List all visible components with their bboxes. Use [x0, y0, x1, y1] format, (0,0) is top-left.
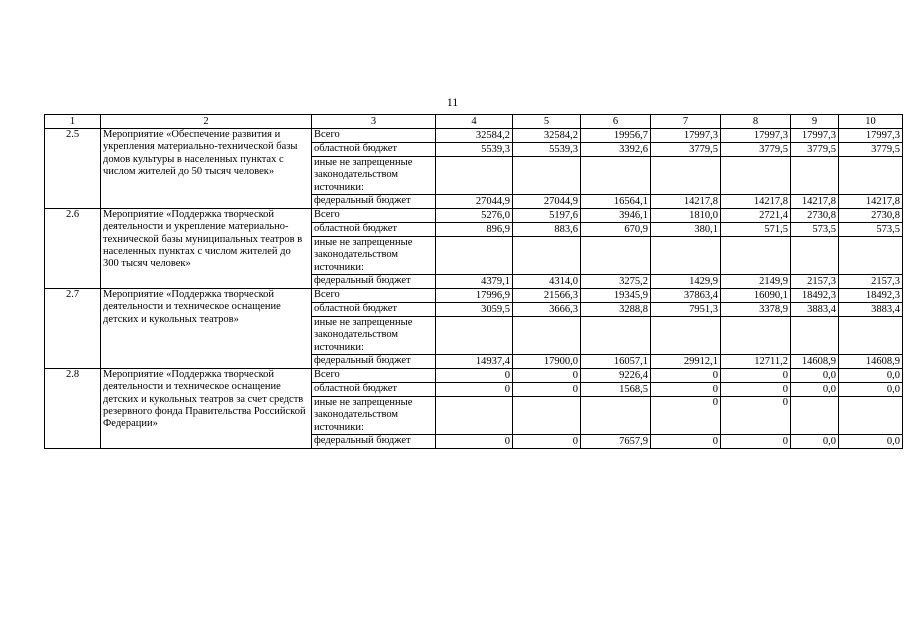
amount-cell: 5539,3	[436, 143, 513, 157]
amount-cell: 17900,0	[513, 355, 581, 369]
funding-source: областной бюджет	[312, 383, 436, 397]
amount-cell: 1429,9	[651, 275, 721, 289]
amount-cell: 3378,9	[721, 303, 791, 317]
amount-cell	[791, 157, 839, 195]
amount-cell	[651, 237, 721, 275]
amount-cell	[721, 157, 791, 195]
section-index: 2.8	[45, 369, 101, 449]
funding-source: федеральный бюджет	[312, 275, 436, 289]
amount-cell	[651, 157, 721, 195]
amount-cell: 3779,5	[791, 143, 839, 157]
column-header: 10	[839, 115, 903, 129]
amount-cell: 14608,9	[791, 355, 839, 369]
amount-cell: 1810,0	[651, 209, 721, 223]
amount-cell: 27044,9	[436, 195, 513, 209]
amount-cell: 16564,1	[581, 195, 651, 209]
page-number: 11	[446, 95, 459, 109]
amount-cell: 14937,4	[436, 355, 513, 369]
amount-cell: 14217,8	[721, 195, 791, 209]
amount-cell	[721, 317, 791, 355]
amount-cell: 0	[436, 383, 513, 397]
measure-name: Мероприятие «Поддержка творческой деятельности и укрепление материально-технической базы муниципальных театров в населенных пунктах с числом жителей до 300 тысяч человек»	[101, 209, 312, 289]
amount-cell: 0,0	[839, 369, 903, 383]
section-index: 2.6	[45, 209, 101, 289]
amount-cell	[513, 157, 581, 195]
amount-cell	[436, 317, 513, 355]
amount-cell: 3883,4	[839, 303, 903, 317]
amount-cell: 0,0	[791, 435, 839, 449]
amount-cell: 5276,0	[436, 209, 513, 223]
amount-cell: 4314,0	[513, 275, 581, 289]
amount-cell	[581, 237, 651, 275]
amount-cell: 0	[651, 397, 721, 435]
funding-source: иные не запрещенные законодательством источники:	[312, 237, 436, 275]
measure-name: Мероприятие «Поддержка творческой деятельности и техническое оснащение детских и кукольных театров за счет средств резервного фонда Правительства Российской Федерации»	[101, 369, 312, 449]
amount-cell	[513, 237, 581, 275]
amount-cell: 896,9	[436, 223, 513, 237]
header-row	[45, 115, 903, 129]
amount-cell: 0,0	[839, 383, 903, 397]
amount-cell: 27044,9	[513, 195, 581, 209]
amount-cell: 29912,1	[651, 355, 721, 369]
amount-cell: 573,5	[791, 223, 839, 237]
amount-cell: 4379,1	[436, 275, 513, 289]
amount-cell	[436, 397, 513, 435]
column-header: 4	[436, 115, 513, 129]
amount-cell: 18492,3	[839, 289, 903, 303]
amount-cell: 3779,5	[721, 143, 791, 157]
amount-cell: 0	[436, 435, 513, 449]
funding-source: Всего	[312, 369, 436, 383]
amount-cell: 3779,5	[839, 143, 903, 157]
amount-cell: 670,9	[581, 223, 651, 237]
amount-cell: 573,5	[839, 223, 903, 237]
amount-cell: 2157,3	[791, 275, 839, 289]
funding-source: областной бюджет	[312, 143, 436, 157]
amount-cell: 5197,6	[513, 209, 581, 223]
amount-cell: 0	[721, 369, 791, 383]
amount-cell: 5539,3	[513, 143, 581, 157]
measure-name: Мероприятие «Обеспечение развития и укрепления материально-технической базы домов культуры в населенных пунктах с числом жителей до 50 тысяч человек»	[101, 129, 312, 209]
amount-cell: 0,0	[839, 435, 903, 449]
measure-name: Мероприятие «Поддержка творческой деятельности и техническое оснащение детских и кукольных театров»	[101, 289, 312, 369]
section-index: 2.5	[45, 129, 101, 209]
amount-cell: 2721,4	[721, 209, 791, 223]
column-header: 3	[312, 115, 436, 129]
column-header: 2	[101, 115, 312, 129]
table-row	[45, 209, 903, 223]
amount-cell	[436, 157, 513, 195]
amount-cell: 21566,3	[513, 289, 581, 303]
amount-cell: 14608,9	[839, 355, 903, 369]
column-header: 6	[581, 115, 651, 129]
amount-cell: 3779,5	[651, 143, 721, 157]
amount-cell: 7657,9	[581, 435, 651, 449]
column-header: 5	[513, 115, 581, 129]
amount-cell	[513, 397, 581, 435]
amount-cell: 0	[721, 397, 791, 435]
amount-cell	[581, 157, 651, 195]
amount-cell: 9226,4	[581, 369, 651, 383]
amount-cell	[721, 237, 791, 275]
amount-cell	[581, 317, 651, 355]
column-header: 7	[651, 115, 721, 129]
funding-source: областной бюджет	[312, 223, 436, 237]
amount-cell: 17997,3	[839, 129, 903, 143]
amount-cell: 380,1	[651, 223, 721, 237]
amount-cell	[651, 317, 721, 355]
amount-cell	[839, 237, 903, 275]
amount-cell: 17996,9	[436, 289, 513, 303]
amount-cell: 0	[513, 435, 581, 449]
funding-source: областной бюджет	[312, 303, 436, 317]
amount-cell	[791, 317, 839, 355]
amount-cell: 0,0	[791, 369, 839, 383]
funding-source: иные не запрещенные законодательством источники:	[312, 157, 436, 195]
amount-cell	[436, 237, 513, 275]
amount-cell: 2730,8	[839, 209, 903, 223]
amount-cell: 3392,6	[581, 143, 651, 157]
amount-cell: 32584,2	[436, 129, 513, 143]
amount-cell: 0	[651, 369, 721, 383]
amount-cell: 2149,9	[721, 275, 791, 289]
amount-cell	[513, 317, 581, 355]
amount-cell: 32584,2	[513, 129, 581, 143]
amount-cell: 17997,3	[721, 129, 791, 143]
table-row	[45, 289, 903, 303]
column-header: 9	[791, 115, 839, 129]
amount-cell: 0	[721, 435, 791, 449]
amount-cell: 14217,8	[839, 195, 903, 209]
amount-cell: 1568,5	[581, 383, 651, 397]
table-row	[45, 369, 903, 383]
column-header: 8	[721, 115, 791, 129]
funding-source: федеральный бюджет	[312, 435, 436, 449]
funding-source: иные не запрещенные законодательством источники:	[312, 317, 436, 355]
amount-cell: 19345,9	[581, 289, 651, 303]
amount-cell: 883,6	[513, 223, 581, 237]
amount-cell: 18492,3	[791, 289, 839, 303]
amount-cell: 3059,5	[436, 303, 513, 317]
funding-source: Всего	[312, 209, 436, 223]
amount-cell: 0	[651, 435, 721, 449]
amount-cell: 17997,3	[651, 129, 721, 143]
amount-cell: 16090,1	[721, 289, 791, 303]
funding-source: федеральный бюджет	[312, 355, 436, 369]
budget-table	[44, 114, 903, 449]
amount-cell	[839, 317, 903, 355]
amount-cell: 16057,1	[581, 355, 651, 369]
section-index: 2.7	[45, 289, 101, 369]
amount-cell: 3946,1	[581, 209, 651, 223]
amount-cell: 12711,2	[721, 355, 791, 369]
amount-cell: 0,0	[791, 383, 839, 397]
amount-cell: 0	[436, 369, 513, 383]
amount-cell: 17997,3	[791, 129, 839, 143]
table-row	[45, 129, 903, 143]
amount-cell: 0	[513, 369, 581, 383]
column-header: 1	[45, 115, 101, 129]
amount-cell	[581, 397, 651, 435]
amount-cell	[839, 157, 903, 195]
amount-cell: 14217,8	[791, 195, 839, 209]
amount-cell: 19956,7	[581, 129, 651, 143]
funding-source: иные не запрещенные законодательством источники:	[312, 397, 436, 435]
amount-cell	[791, 237, 839, 275]
amount-cell: 2730,8	[791, 209, 839, 223]
funding-source: Всего	[312, 129, 436, 143]
amount-cell	[839, 397, 903, 435]
amount-cell: 571,5	[721, 223, 791, 237]
amount-cell: 37863,4	[651, 289, 721, 303]
amount-cell: 3288,8	[581, 303, 651, 317]
amount-cell: 3275,2	[581, 275, 651, 289]
amount-cell: 3666,3	[513, 303, 581, 317]
amount-cell	[791, 397, 839, 435]
amount-cell: 2157,3	[839, 275, 903, 289]
funding-source: Всего	[312, 289, 436, 303]
amount-cell: 0	[513, 383, 581, 397]
amount-cell: 14217,8	[651, 195, 721, 209]
amount-cell: 0	[651, 383, 721, 397]
amount-cell: 3883,4	[791, 303, 839, 317]
funding-source: федеральный бюджет	[312, 195, 436, 209]
amount-cell: 7951,3	[651, 303, 721, 317]
amount-cell: 0	[721, 383, 791, 397]
